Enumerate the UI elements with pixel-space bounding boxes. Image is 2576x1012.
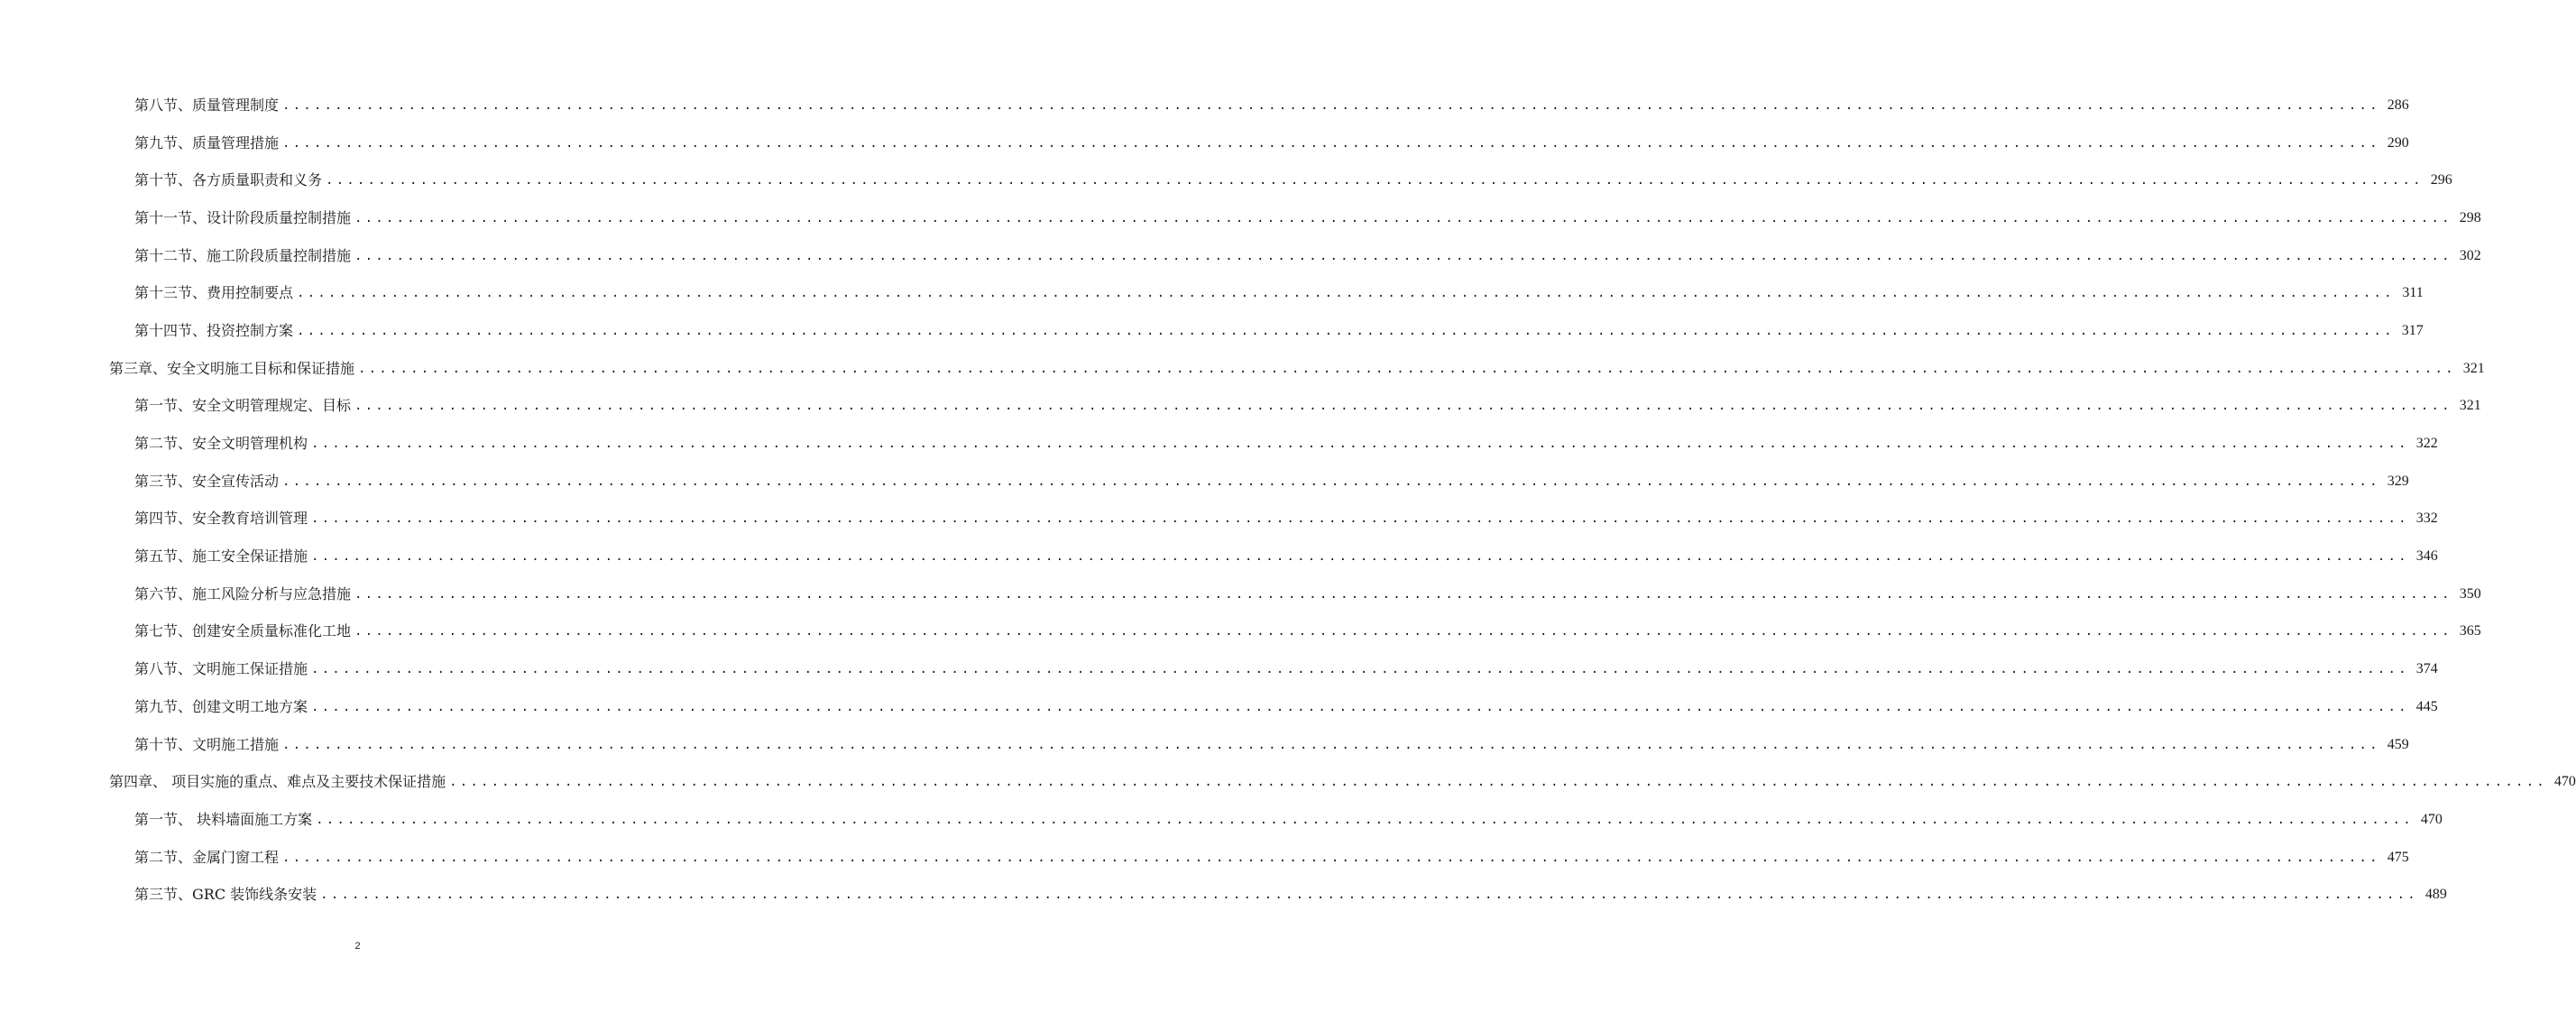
toc-section-entry[interactable] — [0, 839, 2409, 877]
toc-dot-leader: ........................................................................................................................................................................................................ — [449, 775, 2547, 790]
toc-entry-title: 第五节、施工安全保证措施 — [134, 547, 308, 566]
toc-dot-leader: ........................................................................................................................................................................................................ — [297, 323, 2395, 338]
toc-entry-page: 346 — [2415, 548, 2438, 565]
toc-dot-leader: ........................................................................................................................................................................................................ — [282, 135, 2380, 151]
toc-chapter-entry[interactable] — [0, 763, 2576, 801]
toc-entry-title: 第三节、GRC 装饰线条安装 — [134, 886, 317, 904]
toc-section-entry[interactable] — [0, 199, 2481, 237]
toc-entry-title: 第四节、安全教育培训管理 — [134, 510, 308, 528]
toc-entry-title: 第十节、各方质量职责和义务 — [134, 171, 323, 189]
toc-dot-leader: ........................................................................................................................................................................................................ — [311, 549, 2409, 565]
toc-section-entry[interactable] — [0, 613, 2481, 651]
toc-entry-page: 489 — [2424, 887, 2447, 903]
toc-section-entry[interactable] — [0, 538, 2438, 575]
toc-dot-leader: ........................................................................................................................................................................................................ — [320, 888, 2418, 903]
toc-entry-title: 第十二节、施工阶段质量控制措施 — [134, 246, 352, 264]
table-of-contents — [0, 87, 2576, 914]
toc-section-entry[interactable] — [0, 501, 2438, 538]
toc-section-entry[interactable] — [0, 312, 2424, 350]
toc-dot-leader: ........................................................................................................................................................................................................ — [282, 737, 2380, 752]
toc-entry-title: 第九节、创建文明工地方案 — [134, 697, 308, 715]
toc-entry-page: 332 — [2415, 511, 2438, 527]
toc-entry-title: 第一节、安全文明管理规定、目标 — [134, 397, 352, 415]
toc-section-entry[interactable] — [0, 726, 2409, 764]
toc-entry-page: 365 — [2459, 623, 2481, 639]
toc-entry-title: 第九节、质量管理措施 — [134, 133, 280, 152]
toc-entry-title: 第四章、 项目实施的重点、难点及主要技术保证措施 — [109, 773, 446, 791]
toc-section-entry[interactable] — [0, 650, 2438, 688]
toc-dot-leader: ........................................................................................................................................................................................................ — [358, 361, 2456, 376]
toc-dot-leader: ........................................................................................................................................................................................................ — [316, 812, 2414, 827]
toc-dot-leader: ........................................................................................................................................................................................................ — [311, 511, 2409, 527]
toc-entry-title: 第十四节、投资控制方案 — [134, 321, 294, 339]
toc-section-entry[interactable] — [0, 463, 2409, 501]
toc-entry-page: 470 — [2420, 811, 2443, 827]
toc-entry-page: 302 — [2459, 247, 2481, 263]
toc-section-entry[interactable] — [0, 876, 2447, 914]
toc-entry-title: 第十节、文明施工措施 — [134, 735, 280, 753]
toc-section-entry[interactable] — [0, 425, 2438, 463]
toc-section-entry[interactable] — [0, 688, 2438, 726]
toc-entry-title: 第六节、施工风险分析与应急措施 — [134, 584, 352, 603]
toc-entry-page: 311 — [2402, 285, 2424, 301]
toc-entry-page: 475 — [2387, 849, 2409, 865]
toc-entry-page: 445 — [2415, 698, 2438, 714]
toc-dot-leader: ........................................................................................................................................................................................................ — [326, 173, 2424, 189]
toc-dot-leader: ........................................................................................................................................................................................................ — [297, 286, 2395, 301]
toc-entry-title: 第十三节、费用控制要点 — [134, 284, 294, 302]
toc-entry-page: 296 — [2430, 172, 2452, 189]
page-number: 2 — [354, 941, 361, 952]
toc-section-entry[interactable] — [0, 274, 2424, 312]
toc-dot-leader: ........................................................................................................................................................................................................ — [282, 850, 2380, 865]
toc-dot-leader: ........................................................................................................................................................................................................ — [311, 699, 2409, 714]
toc-entry-page: 459 — [2387, 736, 2409, 752]
toc-entry-page: 286 — [2387, 97, 2409, 113]
toc-entry-title: 第三章、安全文明施工目标和保证措施 — [109, 359, 355, 377]
toc-dot-leader: ........................................................................................................................................................................................................ — [354, 399, 2452, 414]
toc-entry-page: 470 — [2553, 774, 2576, 790]
toc-section-entry[interactable] — [0, 87, 2409, 124]
toc-dot-leader: ........................................................................................................................................................................................................ — [311, 437, 2409, 452]
toc-entry-title: 第八节、文明施工保证措施 — [134, 660, 308, 678]
toc-section-entry[interactable] — [0, 124, 2409, 162]
toc-section-entry[interactable] — [0, 237, 2481, 275]
toc-entry-title: 第一节、 块料墙面施工方案 — [134, 810, 313, 828]
toc-entry-title: 第八节、质量管理制度 — [134, 96, 280, 114]
toc-section-entry[interactable] — [0, 388, 2481, 426]
toc-section-entry[interactable] — [0, 575, 2481, 613]
toc-entry-page: 374 — [2415, 661, 2438, 677]
toc-entry-title: 第十一节、设计阶段质量控制措施 — [134, 208, 352, 226]
toc-entry-page: 322 — [2415, 436, 2438, 452]
toc-section-entry[interactable] — [0, 161, 2452, 199]
toc-dot-leader: ........................................................................................................................................................................................................ — [354, 248, 2452, 263]
toc-section-entry[interactable] — [0, 801, 2443, 839]
toc-dot-leader: ........................................................................................................................................................................................................ — [311, 662, 2409, 677]
toc-dot-leader: ........................................................................................................................................................................................................ — [282, 474, 2380, 489]
toc-entry-title: 第七节、创建安全质量标准化工地 — [134, 622, 352, 640]
toc-entry-page: 329 — [2387, 473, 2409, 489]
toc-entry-page: 317 — [2401, 322, 2424, 338]
toc-dot-leader: ........................................................................................................................................................................................................ — [354, 210, 2452, 225]
toc-entry-page: 298 — [2459, 209, 2481, 225]
toc-entry-page: 350 — [2459, 585, 2481, 602]
toc-chapter-entry[interactable] — [0, 350, 2485, 388]
toc-dot-leader: ........................................................................................................................................................................................................ — [354, 624, 2452, 639]
toc-entry-page: 321 — [2462, 360, 2485, 376]
toc-entry-title: 第三节、安全宣传活动 — [134, 472, 280, 490]
toc-entry-title: 第二节、安全文明管理机构 — [134, 435, 308, 453]
toc-entry-page: 290 — [2387, 134, 2409, 151]
toc-dot-leader: ........................................................................................................................................................................................................ — [354, 586, 2452, 602]
toc-dot-leader: ........................................................................................................................................................................................................ — [282, 97, 2380, 113]
toc-entry-page: 321 — [2459, 398, 2481, 414]
toc-entry-title: 第二节、金属门窗工程 — [134, 848, 280, 866]
